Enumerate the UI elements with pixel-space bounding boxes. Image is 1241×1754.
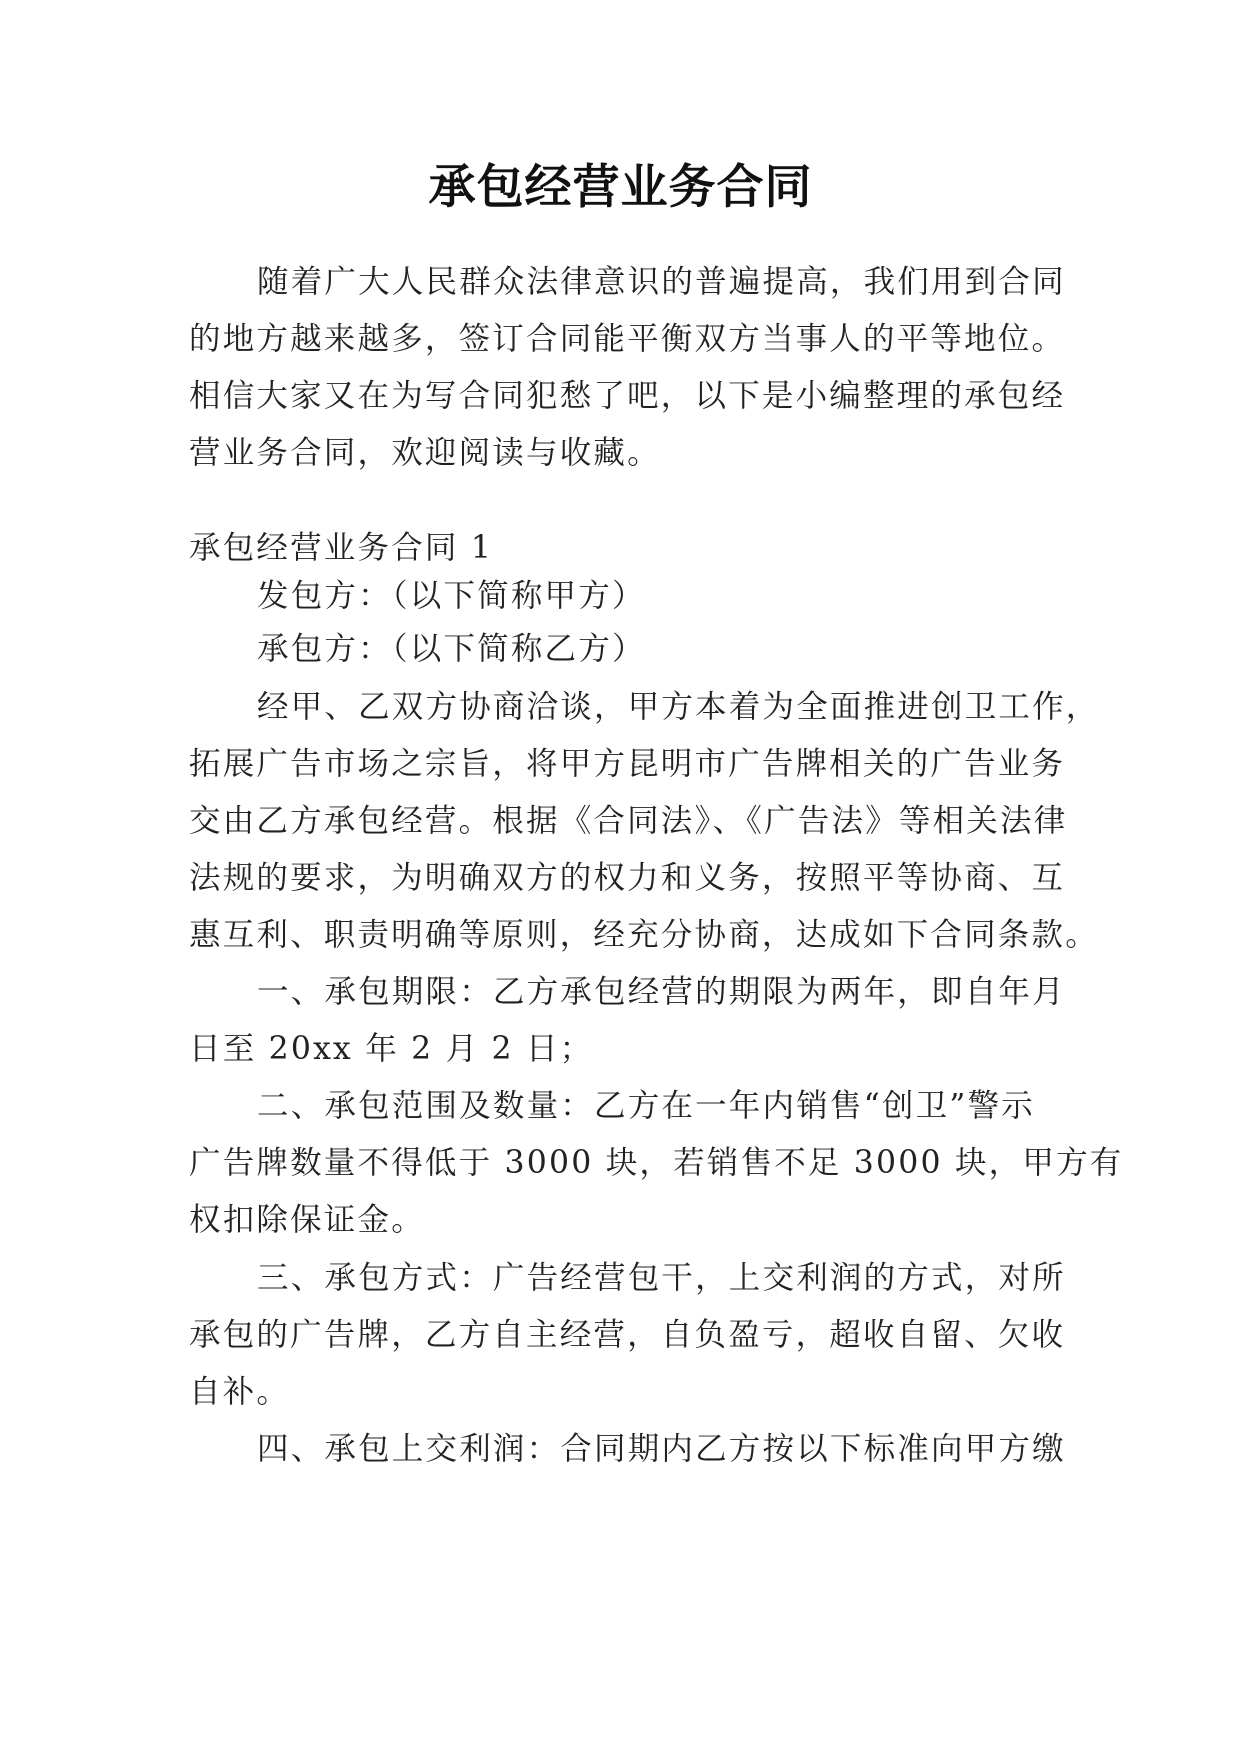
section-heading: 承包经营业务合同 1: [189, 530, 494, 566]
clause-1-line-1: 一、承包期限：乙方承包经营的期限为两年，即自年月: [257, 974, 1066, 1010]
party-a-line: 发包方：（以下简称甲方）: [257, 578, 646, 614]
body-line-2: 拓展广告市场之宗旨，将甲方昆明市广告牌相关的广告业务: [189, 746, 1066, 782]
body-line-3: 交由乙方承包经营。根据《合同法》、《广告法》等相关法律: [189, 803, 1068, 839]
clause-3-line-2: 承包的广告牌，乙方自主经营，自负盈亏，超收自留、欠收: [189, 1317, 1066, 1353]
party-b-line: 承包方：（以下简称乙方）: [257, 631, 646, 667]
clause-2-line-2: 广告牌数量不得低于 3000 块，若销售不足 3000 块，甲方有: [189, 1145, 1124, 1181]
intro-line-1: 随着广大人民群众法律意识的普遍提高，我们用到合同: [257, 264, 1066, 300]
intro-line-2: 的地方越来越多，签订合同能平衡双方当事人的平等地位。: [189, 321, 1066, 357]
clause-1-line-2: 日至 20xx 年 2 月 2 日；: [189, 1031, 594, 1067]
body-line-1: 经甲、乙双方协商洽谈，甲方本着为全面推进创卫工作，: [257, 689, 1100, 725]
body-line-5: 惠互利、职责明确等原则，经充分协商，达成如下合同条款。: [189, 917, 1099, 953]
intro-line-4: 营业务合同，欢迎阅读与收藏。: [189, 435, 661, 471]
intro-line-3: 相信大家又在为写合同犯愁了吧，以下是小编整理的承包经: [189, 378, 1066, 414]
clause-3-line-1: 三、承包方式：广告经营包干，上交利润的方式，对所: [257, 1260, 1066, 1296]
clause-2-line-3: 权扣除保证金。: [189, 1202, 425, 1238]
clause-4-line-1: 四、承包上交利润：合同期内乙方按以下标准向甲方缴: [257, 1431, 1066, 1467]
document-title: 承包经营业务合同: [428, 160, 813, 215]
clause-3-line-3: 自补。: [189, 1374, 291, 1410]
body-line-4: 法规的要求，为明确双方的权力和义务，按照平等协商、互: [189, 860, 1066, 896]
clause-2-line-1: 二、承包范围及数量：乙方在一年内销售“创卫”警示: [257, 1088, 1036, 1124]
